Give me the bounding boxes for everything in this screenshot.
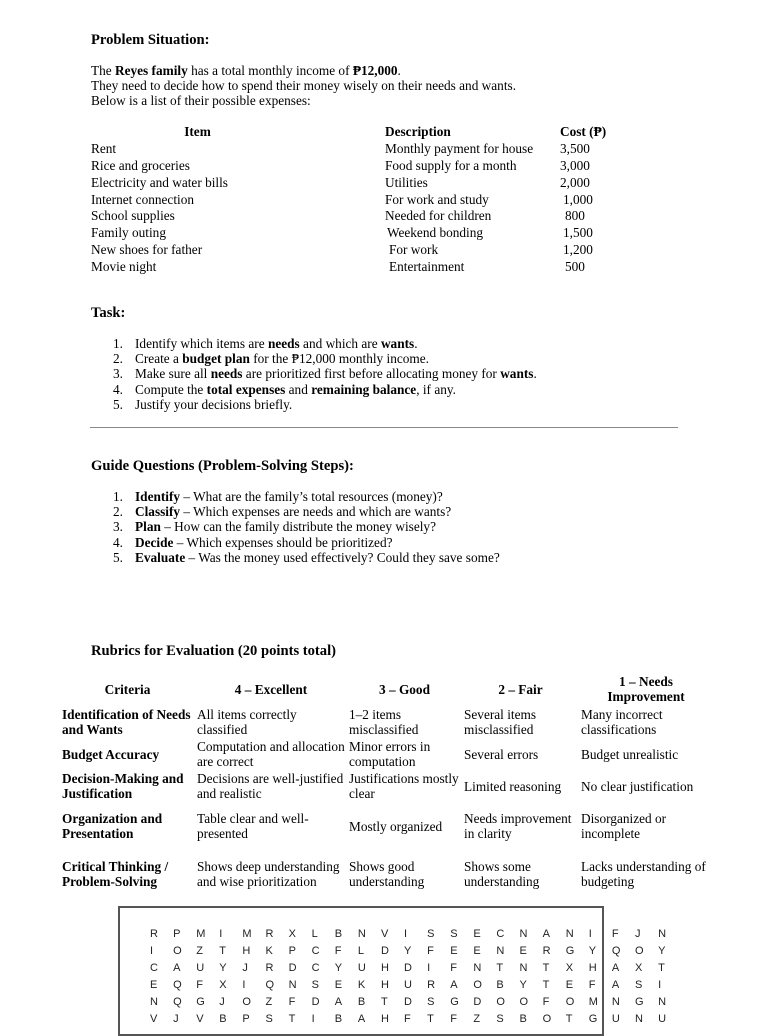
puzzle-letter: Z [265,996,273,1008]
rubric-good: Mostly organized [349,818,443,834]
puzzle-letter: U [404,979,412,991]
expense-row [91,208,620,225]
expense-item: Rent [91,141,117,157]
puzzle-letter: D [473,996,482,1008]
puzzle-letter: T [542,979,550,991]
puzzle-letter: Y [334,962,343,974]
guide-term: Evaluate [135,549,186,565]
guide-number: 2. [113,504,123,520]
puzzle-letter: N [150,996,158,1008]
expense-row [91,191,620,208]
task-number: 5. [113,396,123,412]
task-number: 3. [113,366,123,382]
rubric-good: 1–2 items misclassified [349,707,419,737]
puzzle-letter: D [380,945,389,957]
puzzle-letter: I [404,928,408,940]
puzzle-letter: Y [219,962,227,974]
puzzle-letter: U [196,962,205,974]
guide-number: 1. [113,489,123,504]
puzzle-letter: N [658,928,667,940]
puzzle-letter: T [427,1013,434,1025]
puzzle-letter: T [219,945,227,957]
puzzle-letter: A [611,979,620,991]
puzzle-letter: E [334,979,343,991]
rubric-header-fair: 2 – Fair [498,681,543,697]
rubric-header-good: 3 – Good [379,681,430,697]
expense-description: Utilities [385,174,428,190]
expense-cost: 2,000 [560,174,590,190]
puzzle-letter: N [611,996,620,1008]
rubric-fair: Needs improvement in clarity [464,811,572,841]
puzzle-letter: S [450,928,458,940]
puzzle-letter: U [658,1013,667,1025]
puzzle-letter: F [427,945,434,957]
puzzle-letter: Q [173,979,182,991]
guide-item: 1. Identify – What are the family’s total resources (money)? [113,489,443,504]
task-item: 5. Justify your decisions briefly. [113,396,293,412]
puzzle-letter: D [311,996,320,1008]
rubric-needs-improvement: Disorganized or incomplete [581,811,667,841]
puzzle-letter: F [334,945,342,957]
expense-item: Electricity and water bills [91,174,228,190]
puzzle-letter: V [150,1013,158,1025]
rubric-fair: Several errors [464,746,539,762]
expense-row [91,174,620,191]
puzzle-letter: S [496,1013,504,1025]
rubric-needs-improvement: Budget unrealistic [581,746,679,762]
puzzle-letter: G [196,996,205,1008]
rubric-criteria: Decision-Making and Justification [62,771,184,801]
puzzle-row [150,979,681,991]
puzzle-letter: A [542,928,550,940]
puzzle-letter: T [542,962,550,974]
rubric-row [60,706,713,738]
puzzle-letter: I [219,928,223,940]
puzzle-letter: E [450,945,458,957]
puzzle-letter: K [265,945,273,957]
puzzle-letter: T [565,1013,573,1025]
puzzle-letter: Y [658,945,666,957]
expense-item: Family outing [91,225,166,241]
expense-description: Entertainment [389,258,465,274]
puzzle-letter: N [634,1013,643,1025]
puzzle-row [150,1013,681,1025]
header-cost: Cost (₱) [560,124,607,140]
puzzle-letter: S [427,928,435,940]
puzzle-letter: G [634,996,644,1008]
puzzle-letter: G [588,1013,598,1025]
puzzle-letter: O [634,945,644,957]
expense-row [91,258,620,275]
task-item: 3. Make sure all needs are prioritized first before allocating money for wants. [113,366,537,382]
puzzle-letter: G [450,996,459,1008]
rubric-row [60,802,713,850]
puzzle-letter: R [150,928,158,940]
family-name: Reyes family [115,63,188,78]
problem-line-2: They need to decide how to spend their money wisely on their needs and wants. [91,78,517,93]
puzzle-letter: N [519,962,528,974]
puzzle-letter: M [196,928,206,940]
task-heading: Task: [91,305,126,321]
rubric-table [60,672,713,898]
rubric-criteria: Organization and Presentation [62,811,163,841]
puzzle-letter: S [634,979,643,991]
puzzle-letter: C [496,928,505,940]
puzzle-letter: C [311,945,320,957]
puzzle-letter: N [565,928,574,940]
puzzle-letter: B [357,996,366,1008]
puzzle-letter: T [288,1013,296,1025]
puzzle-letter: H [242,945,251,957]
puzzle-letter: V [380,928,389,940]
rubric-needs-improvement: No clear justification [581,778,694,794]
rubric-criteria: Identification of Needs and Wants [62,707,191,737]
puzzle-letter: Q [173,996,182,1008]
puzzle-letter: O [242,996,251,1008]
puzzle-letter: I [588,928,592,940]
puzzle-letter: N [473,962,482,974]
puzzle-letter: H [588,962,597,974]
expense-description: Monthly payment for house [385,141,534,157]
puzzle-letter: B [519,1013,527,1025]
puzzle-letter: S [427,996,435,1008]
puzzle-letter: G [565,945,575,957]
puzzle-row [150,996,681,1008]
puzzle-letter: M [588,996,598,1008]
guide-item: 5. Evaluate – Was the money used effectively? Could they save some? [113,549,500,565]
task-list [113,336,537,412]
puzzle-letter: A [357,1013,366,1025]
puzzle-letter: M [242,928,252,940]
puzzle-letter: T [496,962,504,974]
puzzle-letter: R [265,962,274,974]
puzzle-letter: E [519,945,527,957]
puzzle-letter: O [496,996,505,1008]
puzzle-letter: T [380,996,388,1008]
expense-cost: 1,200 [563,241,593,257]
puzzle-letter: X [288,928,296,940]
rubric-good: Minor errors in computation [349,739,431,769]
puzzle-letter: E [473,928,481,940]
puzzle-letter: L [357,945,364,957]
guide-list [113,489,500,565]
puzzle-letter: O [473,979,482,991]
puzzle-letter: L [311,928,318,940]
puzzle-letter: R [542,945,551,957]
puzzle-letter: P [288,945,296,957]
puzzle-letter: U [611,1013,620,1025]
puzzle-letter: O [542,1013,552,1025]
rubric-header-row [60,672,713,706]
puzzle-letter: C [311,962,320,974]
puzzle-letter: F [450,1013,457,1025]
guide-term: Classify [135,504,181,520]
task-item: 4. Compute the total expenses and remaining balance, if any. [113,381,456,397]
puzzle-letter: J [634,928,641,940]
expense-description: Food supply for a month [385,157,517,173]
expense-description: Needed for children [385,208,492,224]
puzzle-letter: N [519,928,528,940]
guide-term: Identify [135,489,181,504]
guide-term: Plan [135,519,161,535]
puzzle-letter: K [357,979,366,991]
expense-description: For work [389,241,439,257]
rubric-criteria: Budget Accuracy [62,746,160,762]
task-number: 4. [113,381,123,397]
puzzle-letter: H [380,962,389,974]
expenses-header-row [91,124,620,141]
rubric-excellent: Decisions are well-justified and realistic [197,771,344,801]
puzzle-letter: D [288,962,297,974]
puzzle-letter: T [658,962,665,974]
expense-cost: 800 [565,208,585,224]
expense-item: Internet connection [91,191,195,207]
puzzle-letter: A [334,996,343,1008]
expense-row [91,158,620,175]
expense-item: Movie night [91,258,157,274]
rubric-fair: Shows some understanding [464,859,540,889]
puzzle-letter: R [265,928,274,940]
income-amount: ₱12,000 [352,63,398,78]
expense-cost: 1,000 [563,191,593,207]
puzzle-row [150,962,681,974]
puzzle-letter: N [288,979,297,991]
puzzle-letter: Q [265,979,275,991]
expense-description: For work and study [385,191,489,207]
rubric-excellent: Shows deep understanding and wise prioritization [197,859,340,889]
guide-item: 3. Plan – How can the family distribute the money wisely? [113,519,436,535]
puzzle-letter: F [450,962,457,974]
puzzle-letter: O [173,945,182,957]
puzzle-letter: A [173,962,181,974]
expenses-table [91,124,620,275]
puzzle-letter: X [565,962,574,974]
puzzle-letter: O [519,996,529,1008]
puzzle-letter: B [334,928,343,940]
expense-cost: 1,500 [563,225,593,241]
problem-intro [91,63,516,108]
puzzle-letter: B [219,1013,227,1025]
rubric-excellent: All items correctly classified [197,707,297,737]
puzzle-letter: I [150,945,154,957]
puzzle-letter: P [242,1013,250,1025]
guide-item: 4. Decide – Which expenses should be prioritized? [113,534,393,550]
puzzle-letter: B [334,1013,343,1025]
puzzle-letter: D [404,996,412,1008]
puzzle-row [150,945,681,957]
rubric-excellent: Table clear and well-presented [197,811,309,841]
puzzle-letter: Y [404,945,412,957]
rubric-needs-improvement: Lacks understanding of budgeting [581,859,706,889]
puzzle-letter: J [173,1013,179,1025]
guide-number: 3. [113,519,123,535]
puzzle-letter: H [380,1013,389,1025]
expense-row [91,141,620,158]
rubric-header-excellent: 4 – Excellent [234,681,308,697]
expense-item: School supplies [91,208,175,224]
rubric-good: Justifications mostly clear [349,771,459,801]
puzzle-letter: X [634,962,643,974]
task-number: 1. [113,336,123,351]
header-description: Description [385,124,451,140]
expense-item: New shoes for father [91,241,203,257]
expense-item: Rice and groceries [91,157,190,173]
rubric-header-criteria: Criteria [104,681,151,697]
problem-line-1: The Reyes family has a total monthly income of ₱12,000. [91,63,401,78]
puzzle-letter: C [150,962,158,974]
puzzle-letter: P [173,928,181,940]
rubric-needs-improvement: Many incorrect classifications [581,707,663,737]
puzzle-letter: I [311,1013,315,1025]
puzzle-letter: N [357,928,366,940]
puzzle-row [150,928,681,940]
puzzle-letter: S [311,979,319,991]
section-divider [90,427,678,428]
puzzle-letter: E [150,979,158,991]
task-item: 2. Create a budget plan for the ₱12,000 monthly income. [113,351,429,367]
puzzle-letter: F [588,979,596,991]
rubric-excellent: Computation and allocation are correct [197,739,345,769]
puzzle-letter: N [658,996,667,1008]
task-item: 1. Identify which items are needs and which are wants. [113,336,418,351]
expense-cost: 500 [565,258,585,274]
rubric-row [60,850,713,898]
puzzle-letter: S [265,1013,273,1025]
puzzle-letter: F [611,928,619,940]
rubric-header-needs-improvement: 1 – Needs Improvement [607,674,685,704]
puzzle-letter: Z [473,1013,481,1025]
expense-cost: 3,500 [560,141,590,157]
guide-number: 5. [113,549,123,565]
rubric-criteria: Critical Thinking / Problem-Solving [62,859,169,889]
guide-term: Decide [135,534,174,550]
puzzle-letter: A [611,962,620,974]
puzzle-letter: E [565,979,574,991]
puzzle-letter: U [357,962,366,974]
puzzle-letter: J [219,996,225,1008]
puzzle-letter: H [380,979,389,991]
expense-row [91,242,620,259]
puzzle-letter: B [496,979,504,991]
rubric-heading: Rubrics for Evaluation (20 points total) [91,643,337,659]
puzzle-letter: J [242,962,248,974]
puzzle-letter: F [288,996,296,1008]
puzzle-letter: I [242,979,246,991]
word-search-puzzle [118,906,667,1036]
guide-item: 2. Classify – Which expenses are needs and which are wants? [113,504,452,520]
expense-description: Weekend bonding [387,225,484,241]
rubric-row [60,738,713,770]
puzzle-letter: F [542,996,550,1008]
guide-number: 4. [113,534,123,550]
problem-heading: Problem Situation: [91,32,210,48]
puzzle-letter: I [427,962,431,974]
puzzle-letter: F [196,979,203,991]
rubric-good: Shows good understanding [349,859,425,889]
puzzle-letter: A [450,979,458,991]
puzzle-letter: Z [196,945,203,957]
guide-heading: Guide Questions (Problem-Solving Steps): [91,458,354,474]
expense-row [91,225,620,242]
expense-cost: 3,000 [560,157,590,173]
puzzle-letter: Q [611,945,621,957]
puzzle-letter: N [496,945,505,957]
task-number: 2. [113,351,123,367]
puzzle-letter: F [404,1013,411,1025]
puzzle-letter: R [427,979,436,991]
puzzle-letter: Y [588,945,597,957]
puzzle-letter: I [658,979,662,991]
puzzle-letter: X [219,979,227,991]
rubric-row [60,770,713,802]
puzzle-letter: E [473,945,481,957]
puzzle-letter: O [565,996,575,1008]
rubric-fair: Several items misclassified [464,707,537,737]
puzzle-letter: V [196,1013,204,1025]
puzzle-letter: D [404,962,412,974]
header-item: Item [184,124,211,140]
problem-line-3: Below is a list of their possible expenses: [91,93,311,108]
puzzle-letter: Y [519,979,527,991]
rubric-fair: Limited reasoning [464,778,562,794]
